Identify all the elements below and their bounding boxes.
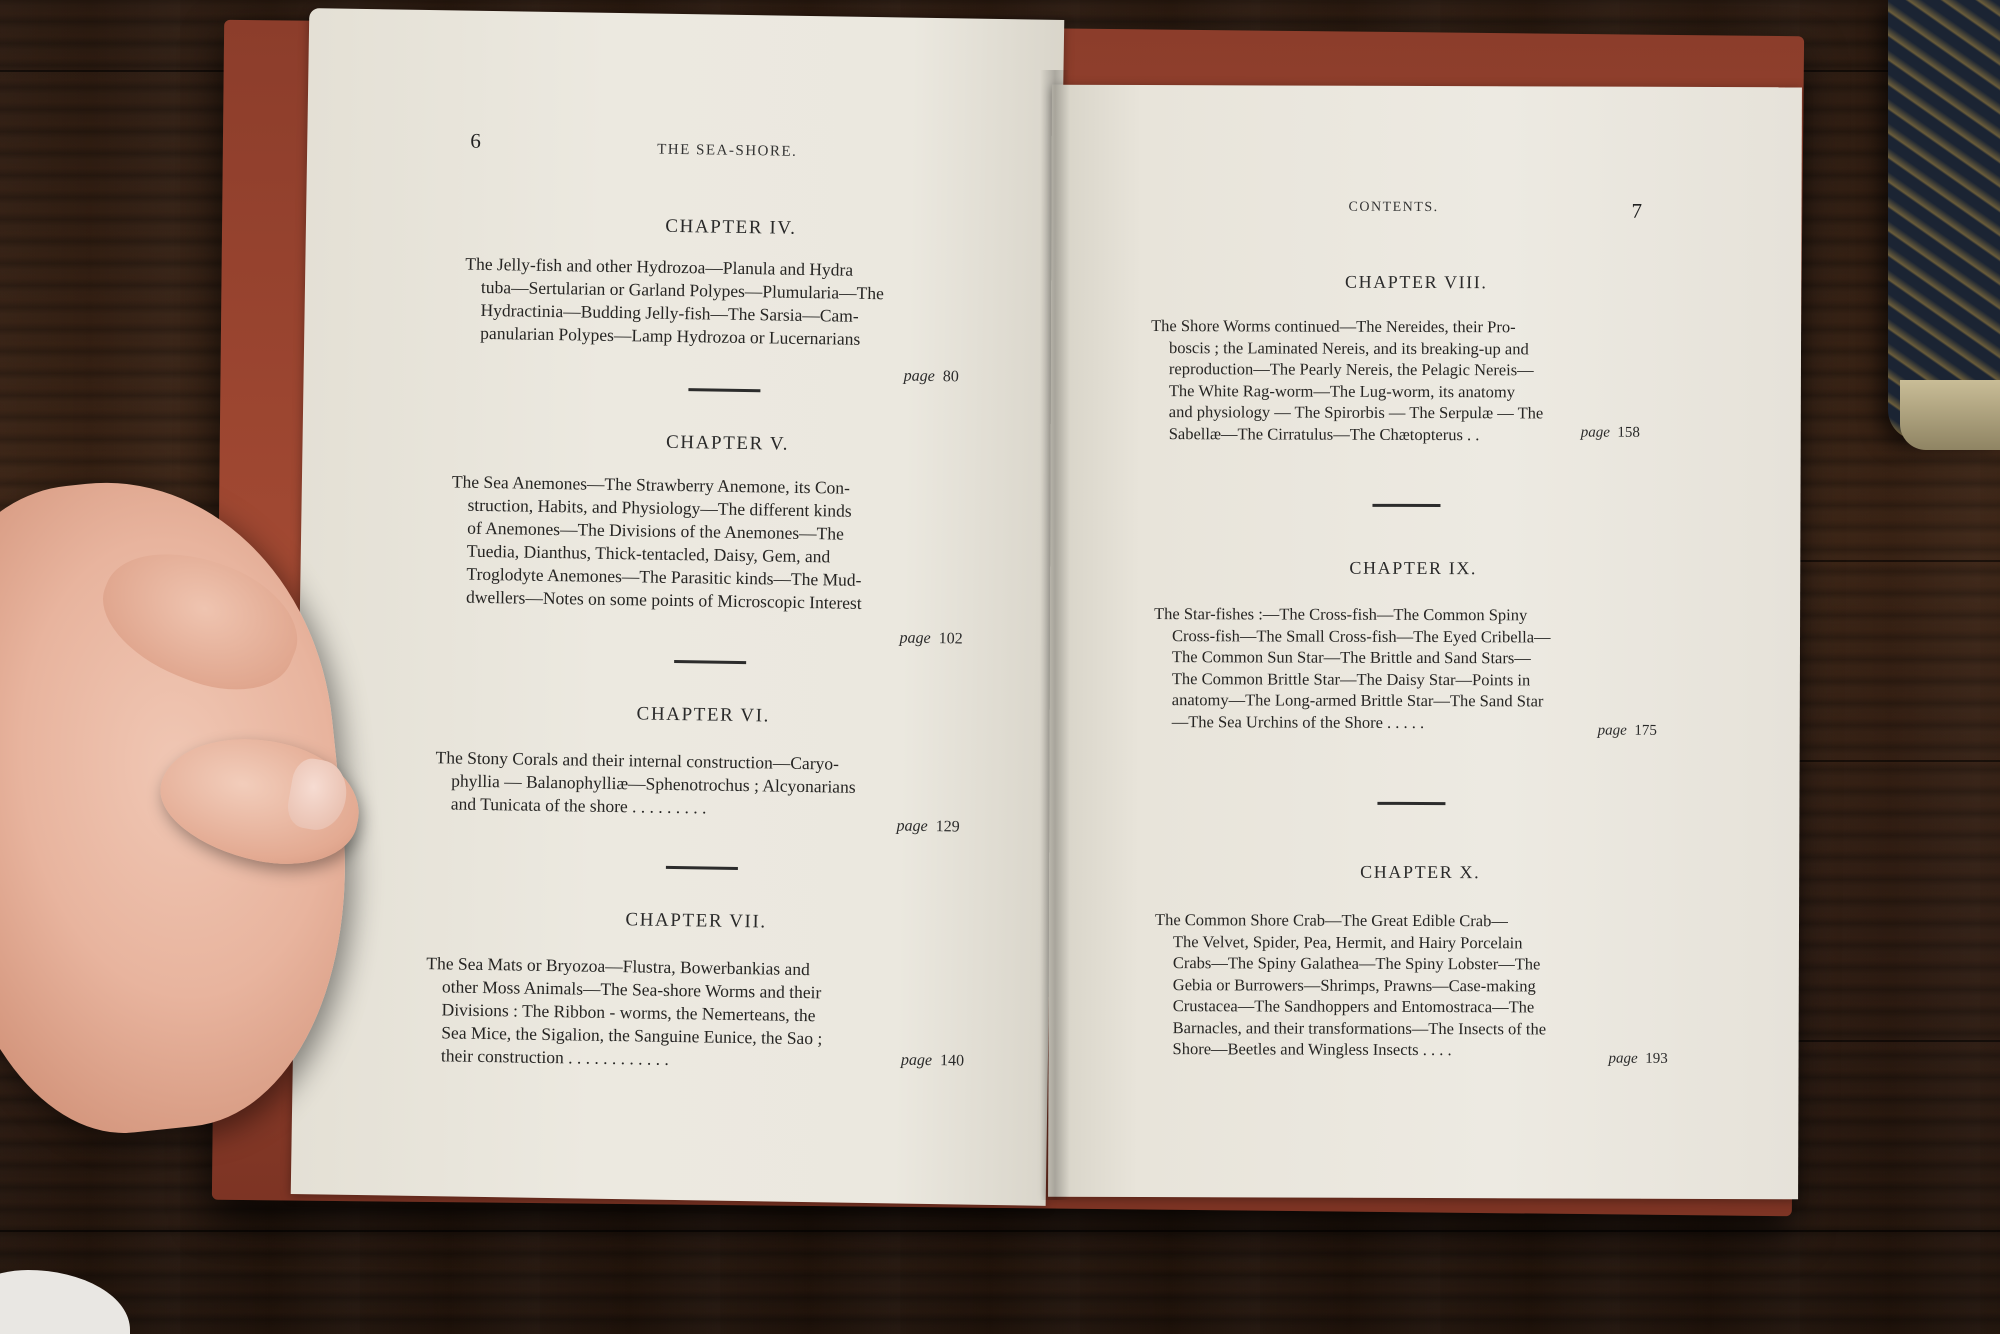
summary-line: The Sea Anemones—The Strawberry Anemone, its Con- (451, 471, 851, 498)
page-reference (899, 629, 962, 648)
page-label: page (896, 817, 928, 835)
summary-line: The Stony Corals and their internal construction—Caryo- (435, 747, 840, 774)
summary-line: Shore—Beetles and Wingless Insects . . . . (1172, 1039, 1452, 1060)
summary-line: and Tunicata of the shore . . . . . . . . . (450, 793, 707, 818)
section-rule (1372, 504, 1440, 507)
summary-line: their construction . . . . . . . . . . . . (440, 1045, 670, 1069)
page-reference (904, 368, 959, 387)
page-label: page (1608, 1050, 1638, 1067)
summary-line: anatomy—The Long-armed Brittle Star—The Sand Star (1171, 690, 1544, 711)
chapter-summary (1154, 603, 1689, 734)
summary-line: Sabellæ—The Cirratulus—The Chætopterus . . (1168, 423, 1480, 444)
left-page (291, 8, 1065, 1206)
chapter-summary (464, 253, 965, 353)
page-reference (1598, 723, 1657, 740)
summary-line: boscis ; the Laminated Nereis, and its breaking-up and (1168, 337, 1529, 358)
summary-line: The Common Brittle Star—The Daisy Star—Points in (1171, 668, 1531, 689)
page-number-ref: 193 (1645, 1050, 1668, 1067)
left-page-number: 6 (470, 128, 481, 153)
summary-line: reproduction—The Pearly Nereis, the Pelagic Nereis— (1168, 359, 1534, 380)
summary-line: The Common Shore Crab—The Great Edible Crab— (1154, 910, 1508, 931)
summary-line: Divisions : The Ribbon - worms, the Nemerteans, the (441, 999, 816, 1026)
summary-line: of Anemones—The Divisions of the Anemones—The (467, 517, 845, 544)
chapter-heading: CHAPTER VIII. (1344, 271, 1488, 293)
chapter-heading: CHAPTER IX. (1349, 557, 1478, 579)
summary-line: The Star-fishes :—The Cross-fish—The Common Spiny (1154, 604, 1528, 625)
summary-line: Gebia or Burrowers—Shrimps, Prawns—Case-making (1172, 974, 1536, 995)
right-running-head: CONTENTS. (1348, 199, 1439, 216)
chapter-summary (1155, 909, 1701, 1061)
summary-line: The Velvet, Spider, Pea, Hermit, and Hairy Porcelain (1172, 931, 1523, 952)
chapter-heading: CHAPTER VII. (625, 909, 767, 933)
page-label: page (903, 367, 935, 386)
summary-line: The Jelly-fish and other Hydrozoa—Planula and Hydra (465, 253, 854, 280)
summary-line: dwellers—Notes on some points of Microscopic Interest (465, 586, 862, 613)
summary-line: —The Sea Urchins of the Shore . . . . . (1171, 711, 1425, 732)
summary-line: Crabs—The Spiny Galathea—The Spiny Lobster—The (1172, 953, 1541, 974)
page-reference (1609, 1051, 1668, 1068)
page-label: page (1597, 722, 1627, 739)
page-label: page (900, 1051, 933, 1070)
page-number-ref: 80 (942, 368, 959, 386)
page-number-ref: 129 (935, 818, 960, 836)
right-page-number: 7 (1631, 198, 1643, 223)
summary-line: struction, Habits, and Physiology—The different kinds (467, 494, 852, 521)
chapter-summary (425, 952, 967, 1075)
page-reference (901, 1052, 964, 1071)
chapter-heading: CHAPTER V. (665, 431, 790, 455)
summary-line: tuba—Sertularian or Garland Polypes—Plumularia—The (480, 276, 885, 304)
page-label: page (1580, 424, 1610, 441)
summary-line: phyllia — Balanophylliæ—Sphenotrochus ; Alcyonarians (451, 770, 856, 797)
summary-line: Hydractinia—Budding Jelly-fish—The Sarsia—Cam- (480, 299, 859, 326)
side-book-page-edge (1900, 380, 2000, 450)
section-rule (688, 388, 760, 392)
chapter-heading: CHAPTER X. (1360, 861, 1481, 883)
page-reference (896, 817, 959, 836)
chapter-summary (435, 746, 966, 823)
page-reference (1581, 425, 1640, 442)
page-number-ref: 158 (1617, 424, 1640, 441)
table-plank-seam (0, 1230, 2000, 1232)
section-rule (666, 866, 738, 870)
page-number-ref: 102 (938, 630, 963, 648)
side-book (1888, 0, 2000, 440)
summary-line: The White Rag-worm—The Lug-worm, its anatomy (1168, 380, 1516, 401)
left-running-head: THE SEA-SHORE. (657, 141, 798, 160)
book-gutter (1040, 70, 1070, 1200)
summary-line: The Shore Worms continued—The Nereides, their Pro- (1151, 316, 1516, 337)
section-rule (1377, 802, 1445, 805)
chapter-heading: CHAPTER IV. (665, 215, 797, 239)
summary-line: Cross-fish—The Small Cross-fish—The Eyed Cribella— (1171, 625, 1551, 646)
section-rule (674, 660, 746, 664)
sleeve (0, 1270, 130, 1334)
summary-line: The Sea Mats or Bryozoa—Flustra, Bowerbankias and (426, 953, 810, 980)
page-number-ref: 175 (1634, 722, 1657, 739)
right-page (1048, 85, 1802, 1200)
page-number-ref: 140 (939, 1052, 965, 1070)
summary-line: Barnacles, and their transformations—The Insects of the (1172, 1017, 1547, 1038)
summary-line: other Moss Animals—The Sea-shore Worms and their (441, 976, 822, 1003)
summary-line: Crustacea—The Sandhoppers and Entomostraca—The (1172, 996, 1535, 1017)
summary-line: panularian Polypes—Lamp Hydrozoa or Lucernarians (480, 322, 861, 349)
summary-line: The Common Sun Star—The Brittle and Sand Stars— (1171, 647, 1531, 668)
chapter-summary (450, 470, 972, 616)
summary-line: Tuedia, Dianthus, Thick-tentacled, Daisy, Gem, and (466, 540, 831, 567)
page-label: page (899, 629, 931, 647)
summary-line: Troglodyte Anemones—The Parasitic kinds—The Mud- (466, 563, 862, 590)
summary-line: and physiology — The Spirorbis — The Serpulæ — The (1168, 402, 1544, 423)
summary-line: Sea Mice, the Sigalion, the Sanguine Eunice, the Sao ; (441, 1022, 823, 1049)
chapter-heading: CHAPTER VI. (636, 703, 771, 727)
